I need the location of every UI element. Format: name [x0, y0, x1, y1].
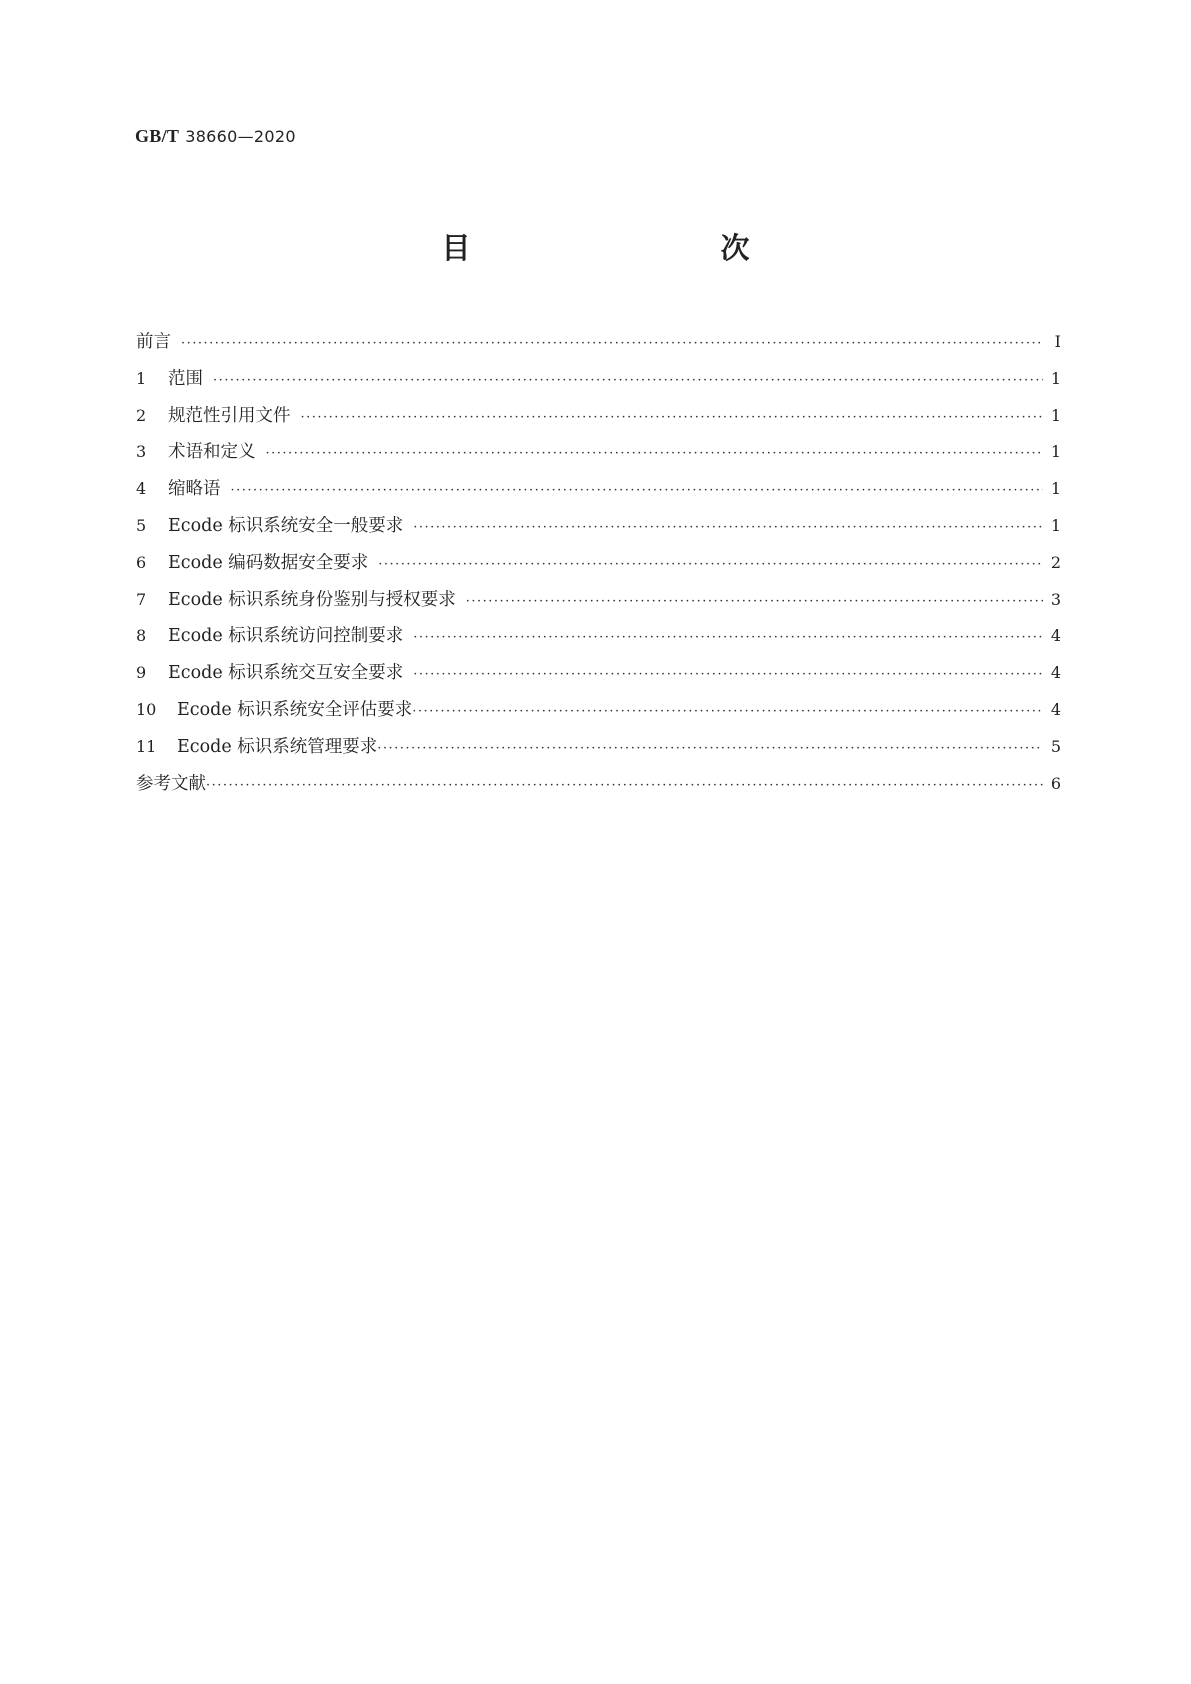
dot-leader	[231, 483, 1043, 498]
toc-entry-label: 规范性引用文件	[168, 405, 291, 426]
dot-leader	[213, 373, 1043, 388]
toc-entry-page: 1	[1050, 515, 1061, 535]
toc-entry-page: 1	[1050, 405, 1061, 425]
dot-leader	[377, 741, 1043, 756]
toc-entry-number: 2	[136, 405, 147, 425]
toc-entry-4[interactable]	[136, 475, 1061, 512]
dot-leader	[413, 667, 1043, 682]
toc-entry-page: 6	[1050, 773, 1061, 793]
standard-number: 38660—2020	[185, 127, 296, 146]
toc-entry-label: Ecode 标识系统安全一般要求	[168, 515, 404, 536]
toc-entry-3[interactable]	[136, 438, 1061, 475]
dot-leader	[412, 704, 1043, 719]
toc-entry-page: 1	[1050, 368, 1061, 388]
toc-entry-page: 1	[1050, 479, 1061, 499]
toc-entry-label: Ecode 标识系统交互安全要求	[168, 663, 404, 684]
toc-title: 目 次	[441, 231, 814, 265]
toc-entry-6[interactable]	[136, 549, 1061, 586]
toc-entry-label: Ecode 标识系统身份鉴别与授权要求	[168, 589, 456, 610]
toc-entry-9[interactable]	[136, 659, 1061, 696]
toc-entry-page: 2	[1050, 552, 1061, 572]
toc-entry-page: Ⅰ	[1054, 332, 1061, 351]
dot-leader	[413, 520, 1043, 535]
toc-entry-number: 11	[136, 736, 157, 756]
toc-entry-page: 4	[1050, 626, 1061, 646]
toc-entry-number: 3	[136, 442, 147, 462]
dot-leader	[266, 446, 1043, 461]
toc-entry-number: 5	[136, 515, 147, 535]
toc-entry-label: 缩略语	[168, 479, 221, 500]
toc-entry-number: 6	[136, 552, 147, 572]
toc-entry-page: 1	[1050, 442, 1061, 462]
dot-leader	[466, 594, 1043, 609]
toc-entry-number: 4	[136, 479, 147, 499]
dot-leader	[378, 557, 1043, 572]
toc-entry-number: 1	[136, 368, 147, 388]
toc-entry-2[interactable]	[136, 402, 1061, 439]
toc-entry-label: Ecode 标识系统访问控制要求	[168, 626, 404, 647]
toc-entry-number: 7	[136, 589, 147, 609]
toc-entry-5[interactable]	[136, 512, 1061, 549]
toc-entry-page: 4	[1050, 663, 1061, 683]
toc-entry-number: 10	[136, 699, 157, 719]
standard-code	[135, 126, 296, 147]
toc-entry-label: Ecode 标识系统安全评估要求	[177, 699, 413, 720]
toc-entry-number: 9	[136, 663, 147, 683]
toc-entry-label: 术语和定义	[168, 442, 256, 463]
toc-entry-11[interactable]	[136, 733, 1061, 770]
toc-entry-7[interactable]	[136, 586, 1061, 623]
toc-entry-bibliography[interactable]	[136, 770, 1061, 807]
toc-entry-label: 前言	[136, 332, 171, 352]
dot-leader	[181, 336, 1043, 351]
toc-entry-8[interactable]	[136, 622, 1061, 659]
toc-entry-page: 5	[1050, 736, 1061, 756]
toc-entry-label: Ecode 标识系统管理要求	[177, 736, 378, 757]
toc-entry-label: Ecode 编码数据安全要求	[168, 552, 369, 573]
table-of-contents	[136, 328, 1061, 806]
toc-entry-10[interactable]	[136, 696, 1061, 733]
dot-leader	[206, 778, 1043, 793]
dot-leader	[301, 410, 1043, 425]
toc-entry-label: 范围	[168, 368, 203, 389]
toc-entry-foreword[interactable]	[136, 328, 1061, 365]
toc-entry-number: 8	[136, 626, 147, 646]
toc-entry-label: 参考文献	[136, 773, 206, 794]
dot-leader	[413, 630, 1043, 645]
toc-entry-1[interactable]	[136, 365, 1061, 402]
standard-prefix: GB/T	[135, 126, 180, 146]
toc-entry-page: 3	[1050, 589, 1061, 609]
toc-entry-page: 4	[1050, 699, 1061, 719]
